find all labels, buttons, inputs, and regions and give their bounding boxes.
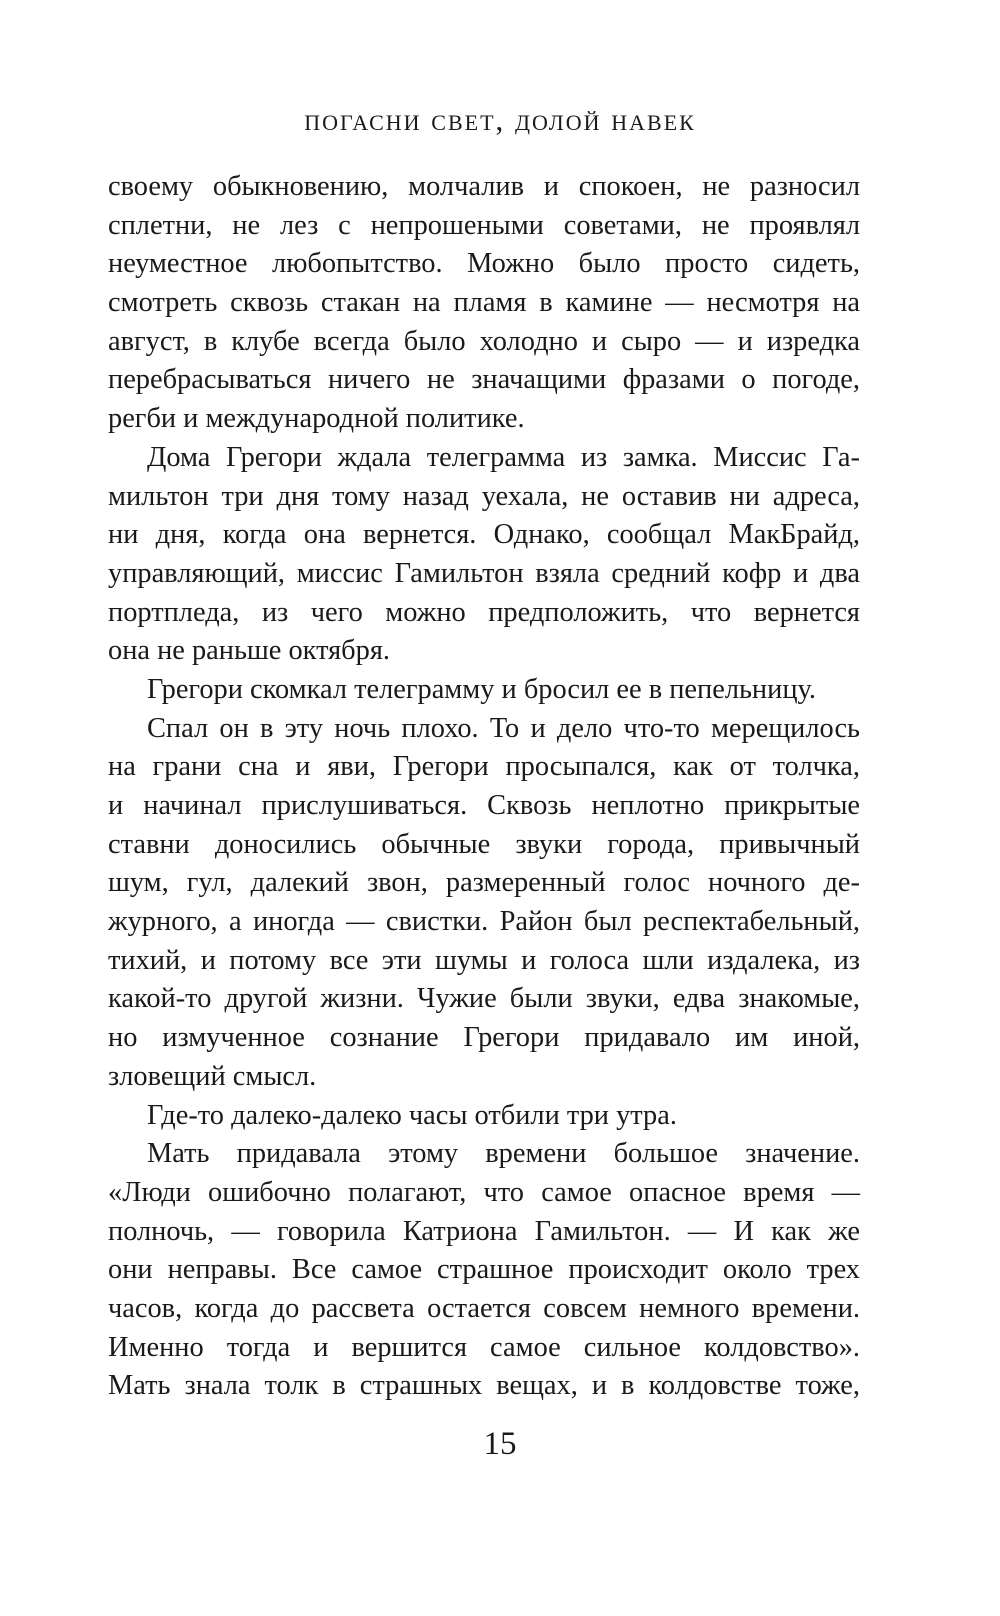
text-line: зловещий смысл. <box>108 1060 317 1092</box>
text-line: и начинал прислушиваться. Сквозь неплотно прикрытые <box>108 790 860 821</box>
text-line: портпледа, из чего можно предположить, что вернется <box>108 596 860 628</box>
text-line: какой-то другой жизни. Чужие были звуки, едва знакомые, <box>108 983 860 1015</box>
text-line: перебрасываться ничего не значащими фразами о погоде, <box>108 364 860 396</box>
text-line: ставни доносились обычные звуки города, привычный <box>108 828 860 860</box>
text-line: «Люди ошибочно полагают, что самое опасное время — <box>108 1176 860 1208</box>
text-line: Дома Грегори ждала телеграмма из замка. Миссис Га- <box>147 441 860 473</box>
text-line: шум, гул, далекий звон, размеренный голос ночного де- <box>108 867 860 899</box>
text-line: Мать знала толк в страшных вещах, и в колдовстве тоже, <box>108 1370 860 1402</box>
body-text <box>108 168 860 1406</box>
text-line: они неправы. Все самое страшное происходит около трех <box>108 1254 860 1286</box>
page-number: 15 <box>483 1426 517 1462</box>
text-line: тихий, и потому все эти шумы и голоса шли издалека, из <box>108 944 860 976</box>
text-line: Спал он в эту ночь плохо. То и дело что-то мерещилось <box>147 712 860 744</box>
text-line: полночь, — говорила Катриона Гамильтон. — И как же <box>108 1215 860 1247</box>
text-line: журного, а иногда — свистки. Район был респектабельный, <box>108 906 860 938</box>
text-line: август, в клубе всегда было холодно и сыро — и изредка <box>108 325 860 357</box>
text-line: мильтон три дня тому назад уехала, не оставив ни адреса, <box>108 480 860 512</box>
text-line: ни дня, когда она вернется. Однако, сообщал МакБрайд, <box>108 519 860 551</box>
text-line: неуместное любопытство. Можно было просто сидеть, <box>108 248 860 280</box>
text-line: Именно тогда и вершится самое сильное колдовство». <box>108 1331 860 1363</box>
text-line: смотреть сквозь стакан на пламя в камине — несмотря на <box>108 287 860 319</box>
running-head: погасни свет, долой навек <box>304 102 696 137</box>
text-line: Где-то далеко-далеко часы отбили три утра. <box>147 1099 677 1131</box>
text-line: но измученное сознание Грегори придавало им иной, <box>108 1022 860 1054</box>
text-line: она не раньше октября. <box>108 635 390 667</box>
text-line: сплетни, не лез с непрошеными советами, не проявлял <box>108 209 860 241</box>
text-line: на грани сна и яви, Грегори просыпался, как от толчка, <box>108 751 860 783</box>
text-line: Грегори скомкал телеграмму и бросил ее в пепельницу. <box>147 673 816 705</box>
text-line: своему обыкновению, молчалив и спокоен, не разносил <box>108 171 860 202</box>
text-line: часов, когда до рассвета остается совсем немного времени. <box>108 1292 860 1324</box>
text-line: регби и международной политике. <box>108 403 525 435</box>
text-line: управляющий, миссис Гамильтон взяла средний кофр и два <box>108 557 860 589</box>
text-line: Мать придавала этому времени большое значение. <box>147 1138 860 1170</box>
